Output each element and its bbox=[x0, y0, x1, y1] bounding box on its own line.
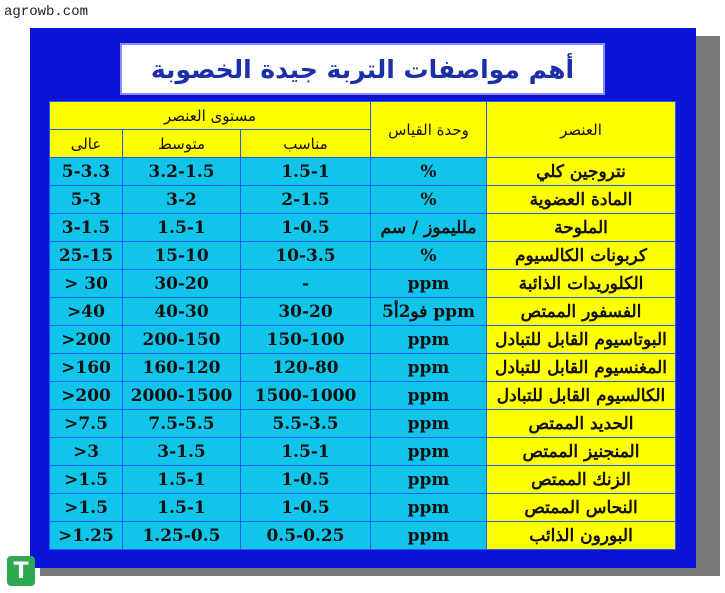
cell-high: >200 bbox=[50, 382, 123, 410]
cell-unit: % bbox=[371, 158, 487, 186]
table-row bbox=[50, 242, 676, 270]
cell-element: المنجنيز الممتص bbox=[487, 438, 676, 466]
cell-suitable: 5.5-3.5 bbox=[241, 410, 371, 438]
table-row bbox=[50, 214, 676, 242]
cell-high: > 30 bbox=[50, 270, 123, 298]
cell-unit: ملليموز / سم bbox=[371, 214, 487, 242]
table-row bbox=[50, 298, 676, 326]
cell-suitable: 1-0.5 bbox=[241, 214, 371, 242]
cell-unit: ppm bbox=[371, 382, 487, 410]
cell-unit: ppm bbox=[371, 466, 487, 494]
cell-medium: 200-150 bbox=[123, 326, 241, 354]
site-watermark: agrowb.com bbox=[4, 4, 89, 20]
cell-medium: 2000-1500 bbox=[123, 382, 241, 410]
table-row bbox=[50, 466, 676, 494]
cell-element: كربونات الكالسيوم bbox=[487, 242, 676, 270]
header-high: عالى bbox=[50, 130, 123, 158]
cell-medium: 40-30 bbox=[123, 298, 241, 326]
cell-medium: 15-10 bbox=[123, 242, 241, 270]
header-row-1 bbox=[50, 102, 676, 130]
cell-suitable: 150-100 bbox=[241, 326, 371, 354]
header-medium: متوسط bbox=[123, 130, 241, 158]
cell-high: 25-15 bbox=[50, 242, 123, 270]
cell-suitable: 30-20 bbox=[241, 298, 371, 326]
cell-suitable: 1.5-1 bbox=[241, 438, 371, 466]
cell-element: المغنسيوم القابل للتبادل bbox=[487, 354, 676, 382]
cell-element: الزنك الممتص bbox=[487, 466, 676, 494]
cell-high: >3 bbox=[50, 438, 123, 466]
cell-unit: ppm bbox=[371, 326, 487, 354]
header-suitable: مناسب bbox=[241, 130, 371, 158]
cell-unit: ppm فو2أ5 bbox=[371, 298, 487, 326]
title-box bbox=[120, 43, 605, 95]
cell-suitable: 1500-1000 bbox=[241, 382, 371, 410]
cell-high: >1.5 bbox=[50, 466, 123, 494]
cell-element: البورون الذائب bbox=[487, 522, 676, 550]
cell-suitable: - bbox=[241, 270, 371, 298]
cell-unit: ppm bbox=[371, 494, 487, 522]
cell-medium: 1.5-1 bbox=[123, 494, 241, 522]
table-row bbox=[50, 326, 676, 354]
cell-medium: 7.5-5.5 bbox=[123, 410, 241, 438]
table-row bbox=[50, 494, 676, 522]
cell-element: الفسفور الممتص bbox=[487, 298, 676, 326]
cell-medium: 3.2-1.5 bbox=[123, 158, 241, 186]
cell-suitable: 1.5-1 bbox=[241, 158, 371, 186]
cell-high: >200 bbox=[50, 326, 123, 354]
cell-suitable: 1-0.5 bbox=[241, 466, 371, 494]
cell-high: 5-3.3 bbox=[50, 158, 123, 186]
cell-medium: 1.5-1 bbox=[123, 214, 241, 242]
cell-suitable: 10-3.5 bbox=[241, 242, 371, 270]
cell-medium: 3-1.5 bbox=[123, 438, 241, 466]
cell-element: نتروجين كلي bbox=[487, 158, 676, 186]
cell-suitable: 2-1.5 bbox=[241, 186, 371, 214]
table-row bbox=[50, 270, 676, 298]
header-element: العنصر bbox=[487, 102, 676, 158]
cell-medium: 30-20 bbox=[123, 270, 241, 298]
cell-element: النحاس الممتص bbox=[487, 494, 676, 522]
table-row bbox=[50, 382, 676, 410]
table-row bbox=[50, 522, 676, 550]
cell-element: الحديد الممتص bbox=[487, 410, 676, 438]
table-row bbox=[50, 438, 676, 466]
cell-suitable: 0.5-0.25 bbox=[241, 522, 371, 550]
soil-specs-table bbox=[49, 101, 676, 550]
cell-unit: ppm bbox=[371, 522, 487, 550]
cell-high: >160 bbox=[50, 354, 123, 382]
header-unit: وحدة القياس bbox=[371, 102, 487, 158]
cell-unit: ppm bbox=[371, 410, 487, 438]
cell-high: >7.5 bbox=[50, 410, 123, 438]
table-row bbox=[50, 410, 676, 438]
cell-medium: 1.5-1 bbox=[123, 466, 241, 494]
cell-element: البوتاسيوم القابل للتبادل bbox=[487, 326, 676, 354]
table-row bbox=[50, 186, 676, 214]
cell-medium: 160-120 bbox=[123, 354, 241, 382]
cell-suitable: 120-80 bbox=[241, 354, 371, 382]
cell-high: 3-1.5 bbox=[50, 214, 123, 242]
cell-unit: ppm bbox=[371, 270, 487, 298]
cell-high: >1.25 bbox=[50, 522, 123, 550]
site-logo-icon: T bbox=[7, 556, 35, 586]
cell-unit: ppm bbox=[371, 354, 487, 382]
cell-medium: 1.25-0.5 bbox=[123, 522, 241, 550]
cell-unit: ppm bbox=[371, 438, 487, 466]
cell-high: >40 bbox=[50, 298, 123, 326]
page-title: أهم مواصفات التربة جيدة الخصوبة bbox=[150, 54, 575, 84]
cell-unit: % bbox=[371, 186, 487, 214]
cell-high: 5-3 bbox=[50, 186, 123, 214]
cell-unit: % bbox=[371, 242, 487, 270]
header-level: مستوى العنصر bbox=[50, 102, 371, 130]
cell-element: الملوحة bbox=[487, 214, 676, 242]
cell-element: المادة العضوية bbox=[487, 186, 676, 214]
cell-medium: 3-2 bbox=[123, 186, 241, 214]
table-row bbox=[50, 158, 676, 186]
cell-element: الكلوريدات الذائبة bbox=[487, 270, 676, 298]
table-row bbox=[50, 354, 676, 382]
cell-suitable: 1-0.5 bbox=[241, 494, 371, 522]
cell-high: >1.5 bbox=[50, 494, 123, 522]
cell-element: الكالسيوم القابل للتبادل bbox=[487, 382, 676, 410]
